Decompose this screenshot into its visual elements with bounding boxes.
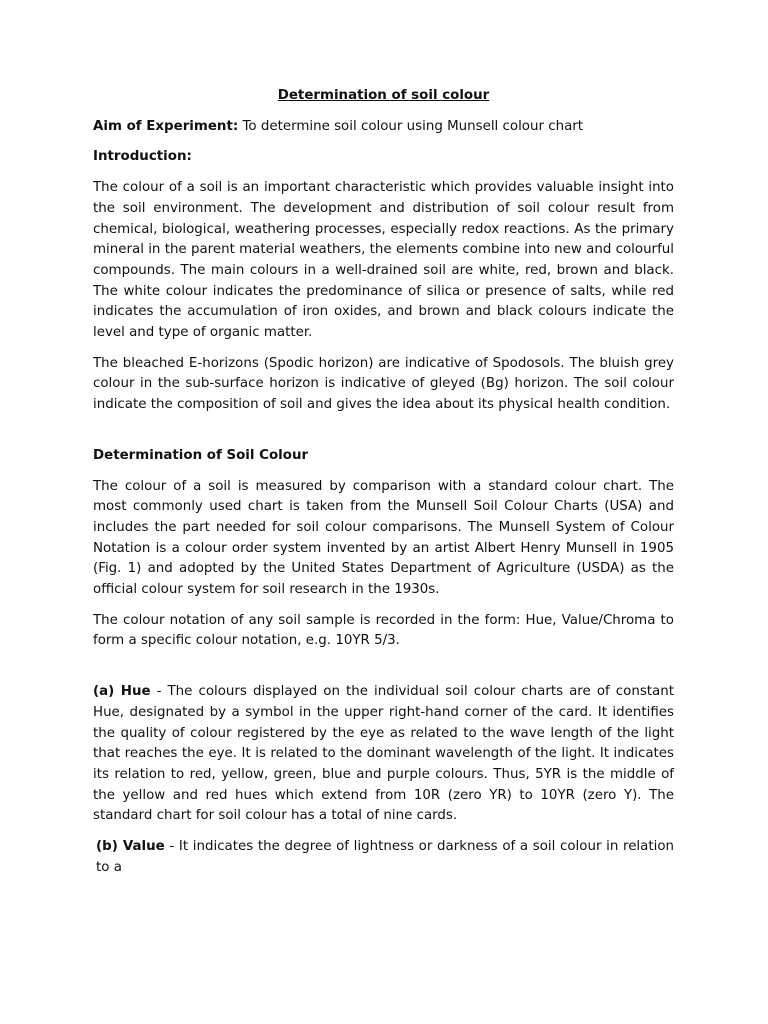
section-paragraph-2: The colour notation of any soil sample is recorded in the form: Hue, Value/Chroma to form a specific colour notation, e.g. 10YR 5/3. [93,612,674,649]
hue-text: - The colours displayed on the individual soil colour charts are of constant Hue, designated by a symbol in the upper right-hand corner of the card. It identifies the quality of colour registered by the eye as related to the wave length of the light that reaches the eye. It is related to the dominant wavelength of the light. It indicates its relation to red, yellow, green, blue and purple colours. Thus, 5YR is the middle of the yellow and red hues which extend from 10R (zero YR) to 10YR (zero Y). The standard chart for soil colour has a total of nine cards. [93,684,674,824]
aim-text: To determine soil colour using Munsell colour chart [238,118,584,134]
section-paragraph-1: The colour of a soil is measured by comparison with a standard colour chart. The most commonly used chart is taken from the Munsell Soil Colour Charts (USA) and includes the part needed for soil colour comparisons. The Munsell System of Colour Notation is a colour order system invented by an artist Albert Henry Munsell in 1905 (Fig. 1) and adopted by the United States Department of Agriculture (USDA) as the official colour system for soil research in the 1930s. [93,478,674,598]
document-title: Determination of soil colour [277,88,490,103]
introduction-paragraph-1: The colour of a soil is an important characteristic which provides valuable insight into the soil environment. The development and distribution of soil colour result from chemical, biological, weathering processes, especially redox reactions. As the primary mineral in the parent material weathers, the elements combine into new and colourful compounds. The main colours in a well-drained soil are white, red, brown and black. The white colour indicates the predominance of silica or presence of salts, while red indicates the accumulation of iron oxides, and brown and black colours indicate the level and type of organic matter. [93,180,674,341]
hue-paragraph [93,682,674,827]
value-paragraph [93,837,674,878]
introduction-paragraph-2: The bleached E-horizons (Spodic horizon) are indicative of Spodosols. The bluish grey colour in the sub-surface horizon is indicative of gleyed (Bg) horizon. The soil colour indicate the composition of soil and gives the idea about its physical health condition. [93,355,674,413]
hue-label: (a) Hue [93,684,151,700]
value-text: - It indicates the degree of lightness or darkness of a soil colour in relation to a [96,839,675,875]
introduction-heading: Introduction: [93,149,192,165]
aim-label: Aim of Experiment: [93,118,239,134]
document-page [93,86,674,889]
spacer [93,426,674,446]
aim-line [93,117,674,138]
spacer [93,662,674,682]
value-label: (b) Value [96,839,165,855]
section-heading: Determination of Soil Colour [93,447,309,463]
